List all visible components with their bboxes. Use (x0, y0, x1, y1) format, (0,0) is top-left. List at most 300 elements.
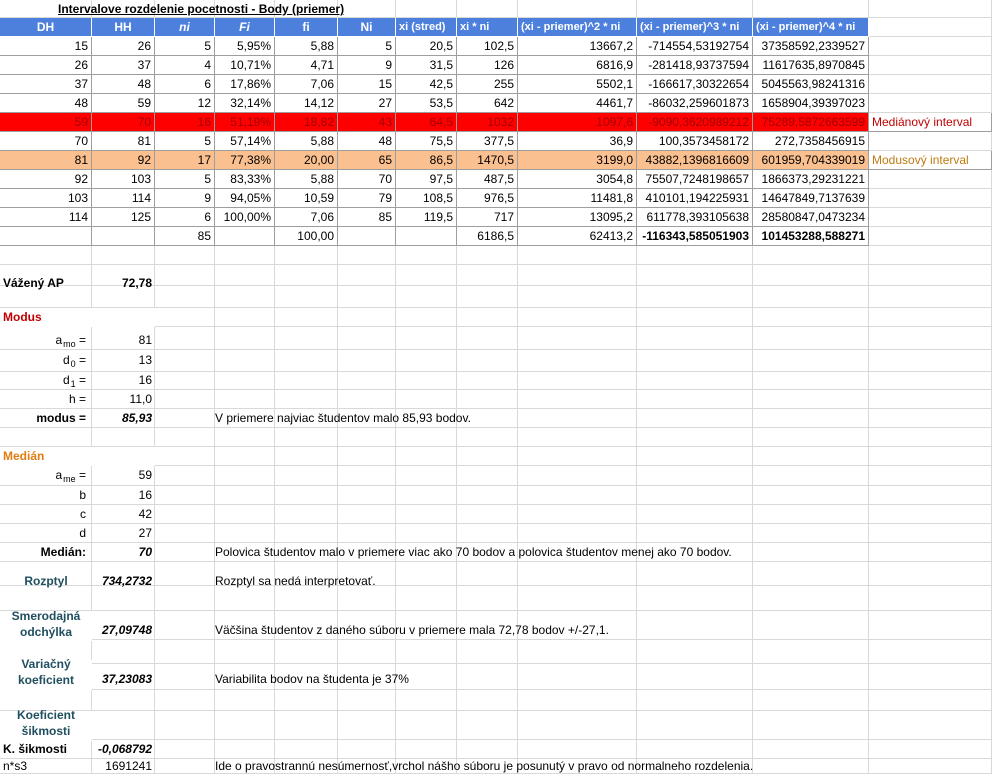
table-cell[interactable]: 75507,7248198657 (637, 170, 753, 189)
total-cell[interactable]: 100,00 (275, 227, 338, 246)
empty-cell[interactable] (215, 308, 275, 327)
empty-cell[interactable] (396, 486, 457, 505)
empty-cell[interactable] (869, 390, 992, 409)
empty-cell[interactable] (155, 447, 215, 466)
empty-cell[interactable] (637, 524, 753, 543)
empty-cell[interactable] (338, 447, 396, 466)
empty-cell[interactable] (215, 466, 275, 486)
empty-cell[interactable] (457, 740, 518, 759)
table-cell[interactable]: 1097,6 (518, 113, 637, 132)
empty-cell[interactable] (869, 690, 992, 711)
table-cell[interactable]: 717 (457, 208, 518, 227)
empty-cell[interactable] (155, 486, 215, 505)
table-cell[interactable]: 37 (92, 56, 155, 75)
table-cell[interactable]: 4461,7 (518, 94, 637, 113)
empty-cell[interactable] (338, 390, 396, 409)
empty-cell[interactable] (457, 640, 518, 664)
table-cell[interactable]: 48 (0, 94, 92, 113)
table-cell[interactable]: 65 (338, 151, 396, 170)
empty-cell[interactable] (275, 327, 338, 350)
empty-cell[interactable] (753, 524, 869, 543)
empty-cell[interactable] (275, 640, 338, 664)
empty-cell[interactable] (338, 246, 396, 265)
empty-cell[interactable] (338, 286, 396, 308)
empty-cell[interactable] (92, 711, 155, 740)
table-cell[interactable]: 37 (0, 75, 92, 94)
empty-cell[interactable] (457, 690, 518, 711)
empty-cell[interactable] (457, 486, 518, 505)
empty-cell[interactable] (155, 740, 215, 759)
table-cell[interactable]: 36,9 (518, 132, 637, 151)
empty-cell[interactable] (637, 486, 753, 505)
weighted-mean-value[interactable]: 72,78 (121, 276, 152, 290)
empty-cell[interactable] (518, 447, 637, 466)
table-cell[interactable]: 1866373,29231221 (753, 170, 869, 189)
table-cell[interactable]: 13095,2 (518, 208, 637, 227)
empty-cell[interactable] (338, 466, 396, 486)
ame-value[interactable]: 59 (138, 468, 152, 482)
empty-cell[interactable] (637, 350, 753, 372)
empty-cell[interactable] (0, 227, 92, 246)
table-cell[interactable]: 100,00% (215, 208, 275, 227)
empty-cell[interactable] (215, 640, 275, 664)
empty-cell[interactable] (155, 711, 215, 740)
empty-cell[interactable] (338, 372, 396, 390)
table-cell[interactable]: 48 (338, 132, 396, 151)
empty-cell[interactable] (753, 640, 869, 664)
modus-result-value[interactable]: 85,93 (121, 411, 152, 425)
table-cell[interactable]: 125 (92, 208, 155, 227)
empty-cell[interactable] (92, 428, 155, 447)
empty-cell[interactable] (518, 372, 637, 390)
table-cell[interactable]: 75,5 (396, 132, 457, 151)
empty-cell[interactable] (518, 466, 637, 486)
empty-cell[interactable] (637, 0, 753, 18)
empty-cell[interactable] (396, 372, 457, 390)
empty-cell[interactable] (0, 246, 92, 265)
empty-cell[interactable] (0, 428, 92, 447)
empty-cell[interactable] (215, 227, 275, 246)
empty-cell[interactable] (275, 246, 338, 265)
table-cell[interactable]: 5 (155, 37, 215, 56)
table-cell[interactable]: 86,5 (396, 151, 457, 170)
empty-cell[interactable] (396, 286, 457, 308)
column-header-sq3[interactable]: (xi - priemer)^3 * ni (637, 18, 753, 37)
table-cell[interactable]: 85 (338, 208, 396, 227)
empty-cell[interactable] (275, 466, 338, 486)
empty-cell[interactable] (275, 372, 338, 390)
empty-cell[interactable] (518, 350, 637, 372)
empty-cell[interactable] (637, 390, 753, 409)
empty-cell[interactable] (518, 711, 637, 740)
total-cell[interactable]: -116343,585051903 (637, 227, 753, 246)
table-cell[interactable]: -281418,93737594 (637, 56, 753, 75)
table-cell[interactable]: 59 (92, 94, 155, 113)
table-cell[interactable]: -166617,30322654 (637, 75, 753, 94)
table-cell[interactable]: 14,12 (275, 94, 338, 113)
table-cell[interactable]: 20,5 (396, 37, 457, 56)
empty-cell[interactable] (518, 0, 637, 18)
empty-cell[interactable] (338, 327, 396, 350)
empty-cell[interactable] (215, 690, 275, 711)
table-cell[interactable]: 79 (338, 189, 396, 208)
table-cell[interactable]: 5,88 (275, 170, 338, 189)
empty-cell[interactable] (518, 286, 637, 308)
empty-cell[interactable] (869, 37, 992, 56)
empty-cell[interactable] (869, 466, 992, 486)
empty-cell[interactable] (215, 486, 275, 505)
empty-cell[interactable] (869, 75, 992, 94)
empty-cell[interactable] (396, 390, 457, 409)
empty-cell[interactable] (753, 711, 869, 740)
table-cell[interactable]: 10,59 (275, 189, 338, 208)
empty-cell[interactable] (275, 711, 338, 740)
table-cell[interactable]: 255 (457, 75, 518, 94)
empty-cell[interactable] (275, 308, 338, 327)
table-cell[interactable]: 17 (155, 151, 215, 170)
column-header-fi[interactable]: fi (275, 18, 338, 37)
table-cell[interactable]: 57,14% (215, 132, 275, 151)
empty-cell[interactable] (518, 246, 637, 265)
empty-cell[interactable] (275, 286, 338, 308)
table-cell[interactable]: 11481,8 (518, 189, 637, 208)
empty-cell[interactable] (457, 350, 518, 372)
table-cell[interactable]: 81 (0, 151, 92, 170)
table-cell[interactable]: 5045563,98241316 (753, 75, 869, 94)
empty-cell[interactable] (753, 740, 869, 759)
total-cell[interactable]: 62413,2 (518, 227, 637, 246)
table-cell[interactable]: 20,00 (275, 151, 338, 170)
empty-cell[interactable] (869, 447, 992, 466)
table-cell[interactable]: 487,5 (457, 170, 518, 189)
table-cell[interactable]: 6 (155, 75, 215, 94)
empty-cell[interactable] (215, 447, 275, 466)
empty-cell[interactable] (457, 327, 518, 350)
empty-cell[interactable] (637, 640, 753, 664)
empty-cell[interactable] (869, 94, 992, 113)
table-cell[interactable]: 272,7358456915 (753, 132, 869, 151)
table-cell[interactable]: 11617635,8970845 (753, 56, 869, 75)
table-cell[interactable]: 13667,2 (518, 37, 637, 56)
empty-cell[interactable] (753, 466, 869, 486)
empty-cell[interactable] (275, 524, 338, 543)
table-cell[interactable]: 3054,8 (518, 170, 637, 189)
empty-cell[interactable] (869, 56, 992, 75)
table-cell[interactable]: 64,5 (396, 113, 457, 132)
empty-cell[interactable] (155, 308, 215, 327)
empty-cell[interactable] (338, 505, 396, 524)
empty-cell[interactable] (338, 524, 396, 543)
empty-cell[interactable] (92, 227, 155, 246)
d-value[interactable]: 27 (138, 526, 152, 540)
table-cell[interactable]: 377,5 (457, 132, 518, 151)
empty-cell[interactable] (518, 265, 637, 286)
empty-cell[interactable] (457, 372, 518, 390)
table-cell[interactable]: 32,14% (215, 94, 275, 113)
empty-cell[interactable] (215, 350, 275, 372)
table-cell[interactable]: 611778,393105638 (637, 208, 753, 227)
empty-cell[interactable] (637, 286, 753, 308)
empty-cell[interactable] (275, 690, 338, 711)
empty-cell[interactable] (637, 466, 753, 486)
empty-cell[interactable] (215, 740, 275, 759)
table-cell[interactable]: 27 (338, 94, 396, 113)
empty-cell[interactable] (637, 372, 753, 390)
total-cell[interactable]: 85 (155, 227, 215, 246)
empty-cell[interactable] (869, 428, 992, 447)
total-cell[interactable]: 6186,5 (457, 227, 518, 246)
column-header-sq4[interactable]: (xi - priemer)^4 * ni (753, 18, 869, 37)
table-cell[interactable]: 7,06 (275, 208, 338, 227)
column-header-hh[interactable]: HH (92, 18, 155, 37)
empty-cell[interactable] (396, 265, 457, 286)
table-cell[interactable]: 114 (0, 208, 92, 227)
column-header-fi-cum[interactable]: Fi (215, 18, 275, 37)
empty-cell[interactable] (637, 505, 753, 524)
table-cell[interactable]: 26 (0, 56, 92, 75)
table-cell[interactable]: 6816,9 (518, 56, 637, 75)
empty-cell[interactable] (457, 265, 518, 286)
column-header-sq2[interactable]: (xi - priemer)^2 * ni (518, 18, 637, 37)
variance-value[interactable]: 734,2732 (101, 574, 152, 588)
table-cell[interactable]: 37358592,2339527 (753, 37, 869, 56)
empty-cell[interactable] (869, 640, 992, 664)
empty-cell[interactable] (155, 350, 215, 372)
table-cell[interactable]: 7,06 (275, 75, 338, 94)
empty-cell[interactable] (275, 428, 338, 447)
table-cell[interactable]: 75289,5872663599 (753, 113, 869, 132)
table-cell[interactable]: 103 (92, 170, 155, 189)
empty-cell[interactable] (869, 711, 992, 740)
empty-cell[interactable] (637, 265, 753, 286)
empty-cell[interactable] (869, 246, 992, 265)
empty-cell[interactable] (753, 327, 869, 350)
empty-cell[interactable] (753, 505, 869, 524)
empty-cell[interactable] (457, 447, 518, 466)
table-cell[interactable]: 83,33% (215, 170, 275, 189)
empty-cell[interactable] (215, 428, 275, 447)
empty-cell[interactable] (518, 390, 637, 409)
empty-cell[interactable] (396, 227, 457, 246)
table-cell[interactable]: 9 (338, 56, 396, 75)
empty-cell[interactable] (396, 327, 457, 350)
empty-cell[interactable] (869, 0, 992, 18)
empty-cell[interactable] (215, 286, 275, 308)
empty-cell[interactable] (215, 390, 275, 409)
empty-cell[interactable] (338, 690, 396, 711)
ns3-value[interactable]: 1691241 (105, 759, 152, 773)
empty-cell[interactable] (637, 447, 753, 466)
table-cell[interactable]: 70 (92, 113, 155, 132)
table-cell[interactable]: 15 (0, 37, 92, 56)
empty-cell[interactable] (869, 372, 992, 390)
empty-cell[interactable] (753, 486, 869, 505)
column-header-xi-ni[interactable]: xi * ni (457, 18, 518, 37)
table-cell[interactable]: 59 (0, 113, 92, 132)
empty-cell[interactable] (518, 690, 637, 711)
table-cell[interactable]: 4,71 (275, 56, 338, 75)
empty-cell[interactable] (753, 286, 869, 308)
empty-cell[interactable] (396, 308, 457, 327)
empty-cell[interactable] (457, 505, 518, 524)
empty-cell[interactable] (338, 711, 396, 740)
empty-cell[interactable] (869, 740, 992, 759)
empty-cell[interactable] (518, 640, 637, 664)
column-header-ni-cum[interactable]: Ni (338, 18, 396, 37)
table-cell[interactable]: 5502,1 (518, 75, 637, 94)
table-cell[interactable]: 70 (338, 170, 396, 189)
empty-cell[interactable] (518, 428, 637, 447)
empty-cell[interactable] (215, 327, 275, 350)
empty-cell[interactable] (155, 409, 215, 428)
empty-cell[interactable] (753, 690, 869, 711)
table-cell[interactable]: -9090,3620989212 (637, 113, 753, 132)
empty-cell[interactable] (869, 265, 992, 286)
empty-cell[interactable] (457, 711, 518, 740)
empty-cell[interactable] (155, 428, 215, 447)
empty-cell[interactable] (275, 350, 338, 372)
d1-value[interactable]: 16 (138, 373, 152, 387)
d0-value[interactable]: 13 (138, 353, 152, 367)
table-cell[interactable]: 642 (457, 94, 518, 113)
empty-cell[interactable] (396, 350, 457, 372)
empty-cell[interactable] (215, 711, 275, 740)
empty-cell[interactable] (869, 132, 992, 151)
empty-cell[interactable] (753, 0, 869, 18)
empty-cell[interactable] (869, 227, 992, 246)
table-cell[interactable]: 92 (92, 151, 155, 170)
empty-cell[interactable] (753, 350, 869, 372)
empty-cell[interactable] (637, 690, 753, 711)
empty-cell[interactable] (518, 327, 637, 350)
table-cell[interactable]: 5,88 (275, 37, 338, 56)
table-cell[interactable]: 601959,704339019 (753, 151, 869, 170)
table-cell[interactable]: 114 (92, 189, 155, 208)
empty-cell[interactable] (338, 308, 396, 327)
empty-cell[interactable] (869, 486, 992, 505)
table-cell[interactable]: 16 (155, 113, 215, 132)
empty-cell[interactable] (338, 428, 396, 447)
empty-cell[interactable] (396, 640, 457, 664)
empty-cell[interactable] (637, 327, 753, 350)
table-cell[interactable]: 43 (338, 113, 396, 132)
empty-cell[interactable] (457, 308, 518, 327)
empty-cell[interactable] (869, 170, 992, 189)
empty-cell[interactable] (518, 308, 637, 327)
empty-cell[interactable] (753, 265, 869, 286)
empty-cell[interactable] (155, 543, 215, 562)
median-result-value[interactable]: 70 (138, 545, 152, 559)
column-header-ni[interactable]: ni (155, 18, 215, 37)
empty-cell[interactable] (869, 208, 992, 227)
empty-cell[interactable] (869, 350, 992, 372)
h-value[interactable]: 11,0 (129, 392, 152, 406)
empty-cell[interactable] (869, 308, 992, 327)
table-cell[interactable]: 108,5 (396, 189, 457, 208)
table-cell[interactable]: 102,5 (457, 37, 518, 56)
table-cell[interactable]: 126 (457, 56, 518, 75)
empty-cell[interactable] (457, 0, 518, 18)
table-cell[interactable]: 51,19% (215, 113, 275, 132)
total-cell[interactable]: 101453288,588271 (753, 227, 869, 246)
empty-cell[interactable] (457, 246, 518, 265)
empty-cell[interactable] (637, 740, 753, 759)
empty-cell[interactable] (457, 428, 518, 447)
table-cell[interactable]: 31,5 (396, 56, 457, 75)
table-cell[interactable]: 18,82 (275, 113, 338, 132)
table-cell[interactable]: 12 (155, 94, 215, 113)
table-cell[interactable]: 48 (92, 75, 155, 94)
empty-cell[interactable] (275, 505, 338, 524)
amo-value[interactable]: 81 (138, 333, 152, 347)
b-value[interactable]: 16 (138, 488, 152, 502)
empty-cell[interactable] (396, 246, 457, 265)
empty-cell[interactable] (457, 524, 518, 543)
table-cell[interactable]: 5 (338, 37, 396, 56)
table-cell[interactable]: 976,5 (457, 189, 518, 208)
empty-cell[interactable] (457, 286, 518, 308)
empty-cell[interactable] (869, 286, 992, 308)
empty-cell[interactable] (637, 711, 753, 740)
empty-cell[interactable] (338, 640, 396, 664)
empty-cell[interactable] (753, 390, 869, 409)
empty-cell[interactable] (155, 586, 215, 611)
empty-cell[interactable] (92, 640, 155, 664)
empty-cell[interactable] (155, 640, 215, 664)
empty-cell[interactable] (92, 246, 155, 265)
empty-cell[interactable] (753, 428, 869, 447)
table-cell[interactable]: 81 (92, 132, 155, 151)
empty-cell[interactable] (338, 486, 396, 505)
empty-cell[interactable] (215, 524, 275, 543)
table-cell[interactable]: -86032,259601873 (637, 94, 753, 113)
table-cell[interactable]: 94,05% (215, 189, 275, 208)
empty-cell[interactable] (155, 524, 215, 543)
table-cell[interactable]: 119,5 (396, 208, 457, 227)
empty-cell[interactable] (518, 505, 637, 524)
empty-cell[interactable] (396, 711, 457, 740)
empty-cell[interactable] (637, 308, 753, 327)
empty-cell[interactable] (155, 759, 215, 774)
empty-cell[interactable] (155, 265, 215, 286)
table-cell[interactable]: 10,71% (215, 56, 275, 75)
table-cell[interactable]: 1032 (457, 113, 518, 132)
empty-cell[interactable] (396, 505, 457, 524)
empty-cell[interactable] (338, 265, 396, 286)
empty-cell[interactable] (753, 308, 869, 327)
empty-cell[interactable] (155, 372, 215, 390)
empty-cell[interactable] (457, 390, 518, 409)
empty-cell[interactable] (275, 265, 338, 286)
empty-cell[interactable] (215, 246, 275, 265)
table-cell[interactable]: 3199,0 (518, 151, 637, 170)
table-cell[interactable]: 5 (155, 170, 215, 189)
table-cell[interactable]: 6 (155, 208, 215, 227)
empty-cell[interactable] (155, 562, 215, 586)
empty-cell[interactable] (215, 265, 275, 286)
empty-cell[interactable] (396, 690, 457, 711)
table-cell[interactable]: 103 (0, 189, 92, 208)
table-cell[interactable]: 14647849,7137639 (753, 189, 869, 208)
empty-cell[interactable] (869, 524, 992, 543)
empty-cell[interactable] (396, 466, 457, 486)
table-cell[interactable]: 53,5 (396, 94, 457, 113)
empty-cell[interactable] (396, 524, 457, 543)
empty-cell[interactable] (155, 664, 215, 690)
empty-cell[interactable] (338, 350, 396, 372)
empty-cell[interactable] (753, 246, 869, 265)
empty-cell[interactable] (637, 246, 753, 265)
